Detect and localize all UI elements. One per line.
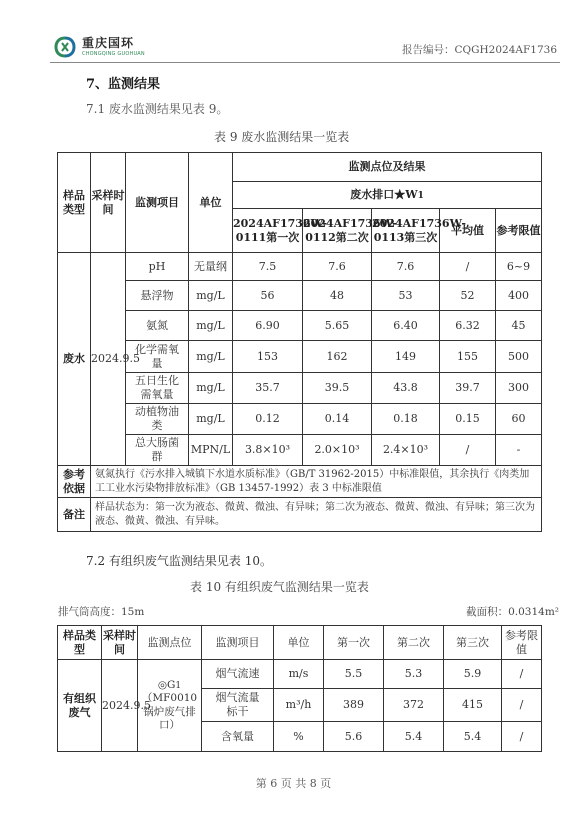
hdr-sample-type: 样品类型: [58, 153, 91, 253]
point-desc: （MF0010锅炉废气排口）: [141, 692, 198, 731]
remark-label: 备注: [58, 498, 91, 532]
basis-label: 参考依据: [58, 466, 91, 498]
avg-cell: 52: [440, 281, 496, 311]
hdr-limit: 参考限值: [496, 209, 542, 253]
wastewater-results-table: [57, 152, 542, 532]
section-title: 7、监测结果: [86, 77, 161, 92]
hdr-point: [233, 182, 542, 209]
value-cell: 6.40: [372, 311, 440, 341]
value-cell: 5.6: [324, 722, 384, 752]
intro-71: 7.1 废水监测结果见表 9。: [86, 102, 229, 116]
value-cell: 3.8×10³: [233, 435, 303, 466]
unit-cell: m³/h: [274, 689, 324, 722]
value-cell: 53: [372, 281, 440, 311]
hdr-unit: 单位: [274, 626, 324, 660]
value-cell: 56: [233, 281, 303, 311]
logo-cn-text: 重庆国环: [82, 36, 135, 50]
value-cell: 7.6: [303, 253, 372, 281]
value-cell: 7.6: [372, 253, 440, 281]
value-cell: 0.12: [233, 404, 303, 435]
hdr-r3: 第三次: [444, 626, 502, 660]
table9-caption: 表 9 废水监测结果一览表: [214, 130, 350, 144]
point-sub: 1: [175, 681, 182, 692]
item-cell: 悬浮物: [126, 281, 189, 311]
point-sub: 1: [417, 190, 424, 201]
point-marker: [140, 679, 199, 692]
limit-cell: 6~9: [496, 253, 542, 281]
company-logo: [54, 36, 145, 58]
hdr-run2: 2024AF1736W-0112第二次: [303, 209, 372, 253]
limit-cell: 300: [496, 373, 542, 404]
point-cell: [138, 660, 202, 752]
item-cell: 五日生化需氧量: [126, 373, 189, 404]
value-cell: 389: [324, 689, 384, 722]
cross-section: 截面积：0.0314m²: [466, 606, 559, 618]
hdr-run3: 2024AF1736W-0113第三次: [372, 209, 440, 253]
value-cell: 43.8: [372, 373, 440, 404]
sample-type-cell: 有组织废气: [58, 660, 102, 752]
hdr-sample-type: 样品类型: [58, 626, 102, 660]
avg-cell: 155: [440, 341, 496, 373]
value-cell: 2.0×10³: [303, 435, 372, 466]
point-label: 废水排口★W: [350, 187, 418, 201]
value-cell: 6.90: [233, 311, 303, 341]
item-cell: pH: [126, 253, 189, 281]
limit-cell: 400: [496, 281, 542, 311]
unit-cell: mg/L: [189, 404, 233, 435]
exhaust-gas-results-table: [57, 625, 542, 752]
value-cell: 0.18: [372, 404, 440, 435]
value-cell: 153: [233, 341, 303, 373]
unit-cell: mg/L: [189, 281, 233, 311]
avg-cell: 6.32: [440, 311, 496, 341]
avg-cell: /: [440, 253, 496, 281]
item-cell: 动植物油类: [126, 404, 189, 435]
avg-cell: 39.7: [440, 373, 496, 404]
table-row: [58, 373, 542, 404]
sample-time-cell: 2024.9.5: [91, 253, 126, 466]
basis-row: [58, 466, 542, 498]
item-cell: 烟气流量标干: [202, 689, 274, 722]
hdr-unit: 单位: [189, 153, 233, 253]
table-row: [58, 660, 542, 689]
value-cell: 0.14: [303, 404, 372, 435]
table-row: [58, 435, 542, 466]
value-cell: 39.5: [303, 373, 372, 404]
hdr-sample-time: 采样时间: [91, 153, 126, 253]
value-cell: 415: [444, 689, 502, 722]
logo-icon: [54, 36, 76, 58]
unit-cell: mg/L: [189, 373, 233, 404]
remark-text: 样品状态为：第一次为液态、微黄、微浊、有异味；第二次为液态、微黄、微浊、有异味；第三次为液态、微黄、微浊、有异味。: [91, 498, 542, 532]
limit-cell: /: [502, 660, 542, 689]
intro-72: 7.2 有组织废气监测结果见表 10。: [86, 554, 272, 568]
logo-en-text: CHONGQING GUOHUAN: [82, 51, 145, 57]
value-cell: 149: [372, 341, 440, 373]
limit-cell: -: [496, 435, 542, 466]
hdr-avg: 平均值: [440, 209, 496, 253]
value-cell: 35.7: [233, 373, 303, 404]
remark-row: [58, 498, 542, 532]
item-cell: 含氧量: [202, 722, 274, 752]
item-cell: 氨氮: [126, 311, 189, 341]
table10-caption: 表 10 有组织废气监测结果一览表: [190, 580, 369, 594]
header-divider: [50, 62, 560, 63]
avg-cell: /: [440, 435, 496, 466]
hdr-points-results: 监测点位及结果: [233, 153, 542, 182]
hdr-point: 监测点位: [138, 626, 202, 660]
hdr-run1: 2024AF1736W-0111第一次: [233, 209, 303, 253]
value-cell: 5.4: [384, 722, 444, 752]
value-cell: 5.4: [444, 722, 502, 752]
limit-cell: /: [502, 689, 542, 722]
unit-cell: MPN/L: [189, 435, 233, 466]
hdr-item: 监测项目: [126, 153, 189, 253]
table-row: [58, 281, 542, 311]
item-cell: 烟气流速: [202, 660, 274, 689]
value-cell: 5.5: [324, 660, 384, 689]
value-cell: 5.65: [303, 311, 372, 341]
table-row: [58, 253, 542, 281]
unit-cell: 无量纲: [189, 253, 233, 281]
value-cell: 7.5: [233, 253, 303, 281]
limit-cell: /: [502, 722, 542, 752]
table-row: [58, 404, 542, 435]
unit-cell: m/s: [274, 660, 324, 689]
value-cell: 2.4×10³: [372, 435, 440, 466]
report-number: 报告编号：CQGH2024AF1736: [402, 44, 557, 56]
hdr-r1: 第一次: [324, 626, 384, 660]
item-cell: 总大肠菌群: [126, 435, 189, 466]
point-label: ◎G: [157, 679, 176, 692]
limit-cell: 500: [496, 341, 542, 373]
item-cell: 化学需氧量: [126, 341, 189, 373]
limit-cell: 45: [496, 311, 542, 341]
hdr-r2: 第二次: [384, 626, 444, 660]
unit-cell: mg/L: [189, 341, 233, 373]
value-cell: 5.3: [384, 660, 444, 689]
stack-height: 排气筒高度：15m: [58, 606, 145, 618]
value-cell: 5.9: [444, 660, 502, 689]
sample-type-cell: 废水: [58, 253, 91, 466]
value-cell: 48: [303, 281, 372, 311]
limit-cell: 60: [496, 404, 542, 435]
hdr-item: 监测项目: [202, 626, 274, 660]
value-cell: 162: [303, 341, 372, 373]
value-cell: 372: [384, 689, 444, 722]
basis-text: 氨氮执行《污水排入城镇下水道水质标准》（GB/T 31962-2015）中标准限值，其余执行《肉类加工工业水污染物排放标准》（GB 13457-1992）表 3 中标准限值: [91, 466, 542, 498]
hdr-limit: 参考限值: [502, 626, 542, 660]
table-row: [58, 311, 542, 341]
page-footer: 第 6 页 共 8 页: [255, 777, 332, 790]
unit-cell: mg/L: [189, 311, 233, 341]
avg-cell: 0.15: [440, 404, 496, 435]
sample-time-cell: 2024.9.5: [102, 660, 138, 752]
hdr-sample-time: 采样时间: [102, 626, 138, 660]
unit-cell: %: [274, 722, 324, 752]
